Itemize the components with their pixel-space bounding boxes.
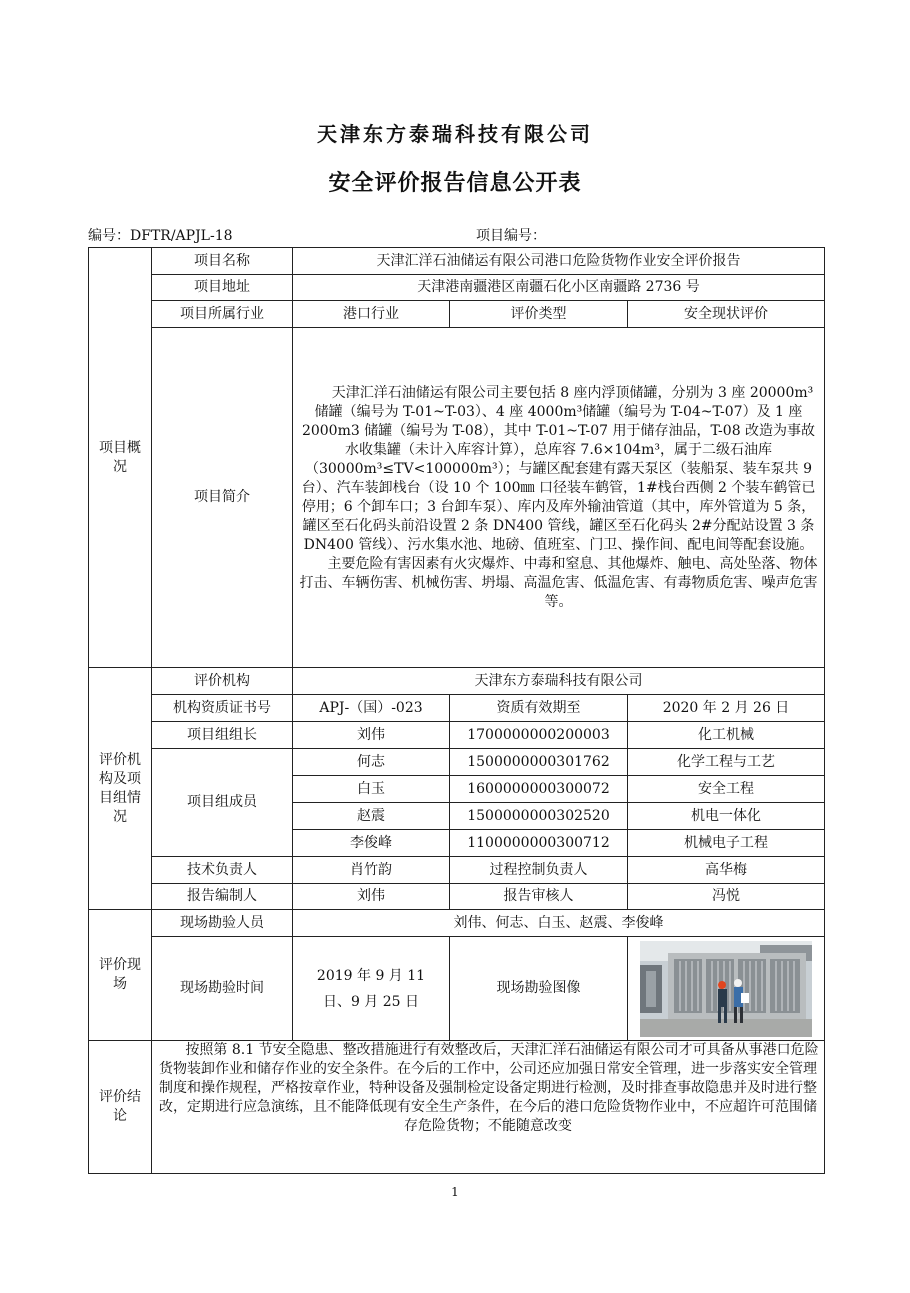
report-author-value: 刘伟 xyxy=(293,884,450,910)
member-id: 1500000000302520 xyxy=(450,803,628,830)
agency-label: 评价机构 xyxy=(152,668,293,695)
team-leader-id: 1700000000200003 xyxy=(450,722,628,749)
project-intro-label: 项目简介 xyxy=(152,328,293,668)
member-major: 机电一体化 xyxy=(628,803,825,830)
member-name: 赵震 xyxy=(293,803,450,830)
industry-value: 港口行业 xyxy=(293,301,450,328)
evaluation-type-value: 安全现状评价 xyxy=(628,301,825,328)
report-reviewer-label: 报告审核人 xyxy=(450,884,628,910)
team-leader-name: 刘伟 xyxy=(293,722,450,749)
tech-lead-value: 肖竹韵 xyxy=(293,857,450,884)
org-group-label: 评价机构及项目组情况 xyxy=(89,668,152,910)
report-reviewer-value: 冯悦 xyxy=(628,884,825,910)
conclusion-paragraph: 按照第 8.1 节安全隐患、整改措施进行有效整改后，天津汇洋石油储运有限公司才可具备从事港口危险货物装卸作业和储存作业的安全条件。在今后的工作中，公司还应加强日常安全管理，进一步落实安全管理制度和操作规程，严格按章作业，特种设备及强制检定设备定期进行检测，及时排查事故隐患并及时进行整改，定期进行应急演练，且不能降低现有安全生产条件，在今后的港口危险货物作业中，不应超许可范围储存危险货物；不能随意改变 xyxy=(159,1042,819,1134)
member-id: 1500000000301762 xyxy=(450,749,628,776)
tech-lead-label: 技术负责人 xyxy=(152,857,293,884)
process-control-label: 过程控制负责人 xyxy=(450,857,628,884)
project-address-label: 项目地址 xyxy=(152,275,293,301)
member-id: 1100000000300712 xyxy=(450,830,628,857)
process-control-value: 高华梅 xyxy=(628,857,825,884)
certificate-label: 机构资质证书号 xyxy=(152,695,293,722)
project-intro-text xyxy=(293,328,825,668)
site-inspection-photo xyxy=(640,941,812,1037)
site-time-label: 现场勘验时间 xyxy=(152,937,293,1041)
member-name: 何志 xyxy=(293,749,450,776)
member-major: 安全工程 xyxy=(628,776,825,803)
member-name: 白玉 xyxy=(293,776,450,803)
project-name-label: 项目名称 xyxy=(152,248,293,275)
team-leader-label: 项目组组长 xyxy=(152,722,293,749)
team-members-label: 项目组成员 xyxy=(152,749,293,857)
conclusion-group-label: 评价结论 xyxy=(89,1041,152,1174)
member-name: 李俊峰 xyxy=(293,830,450,857)
site-photo-cell xyxy=(628,937,825,1041)
site-group-label: 评价现场 xyxy=(89,910,152,1041)
team-leader-major: 化工机械 xyxy=(628,722,825,749)
evaluation-type-label: 评价类型 xyxy=(450,301,628,328)
disclosure-table xyxy=(88,247,825,1174)
site-staff-value: 刘伟、何志、白玉、赵震、李俊峰 xyxy=(293,910,825,937)
page-number: 1 xyxy=(451,1185,459,1199)
validity-value: 2020 年 2 月 26 日 xyxy=(628,695,825,722)
project-address-value: 天津港南疆港区南疆石化小区南疆路 2736 号 xyxy=(293,275,825,301)
member-id: 1600000000300072 xyxy=(450,776,628,803)
site-image-label: 现场勘验图像 xyxy=(450,937,628,1041)
member-major: 化学工程与工艺 xyxy=(628,749,825,776)
company-name: 天津东方泰瑞科技有限公司 xyxy=(317,122,593,146)
conclusion-text xyxy=(152,1041,825,1174)
site-staff-label: 现场勘验人员 xyxy=(152,910,293,937)
validity-label: 资质有效期至 xyxy=(450,695,628,722)
agency-value: 天津东方泰瑞科技有限公司 xyxy=(293,668,825,695)
overview-group-label: 项目概况 xyxy=(89,248,152,668)
page-title: 安全评价报告信息公开表 xyxy=(328,170,582,196)
industry-label: 项目所属行业 xyxy=(152,301,293,328)
project-intro-paragraph-1: 天津汇洋石油储运有限公司主要包括 8 座内浮顶储罐，分别为 3 座 20000m³储罐（编号为 T-01~T-03）、4 座 4000m³储罐（编号为 T-04~T-07）及 1 座 2000m3 储罐（编号为 T-08），其中 T-01~T-07 用于储存油品，T-08 改造为事故水收集罐（未计入库容计算），总库容 7.6×104m³，属于二级石油库（30000m³≤TV<100000m³）；与罐区配套建有露天泵区（装船泵、装车泵共 9 台）、汽车装卸栈台（设 10 个 100㎜ 口径装车鹤管，1#栈台西侧 2 个装车鹤管已停用；6 个卸车口；3 台卸车泵）、库内及库外输油管道（其中，库外管道为 5 条，罐区至石化码头前沿设置 2 条 DN400 管线，罐区至石化码头 2#分配站设置 3 条 DN400 管线）、污水集水池、地磅、值班室、门卫、操作间、配电间等配套设施。 xyxy=(301,384,816,553)
site-time-value: 2019 年 9 月 11 日、9 月 25 日 xyxy=(293,937,450,1041)
document-number: 编号：DFTR/APJL-18 xyxy=(88,228,233,244)
report-author-label: 报告编制人 xyxy=(152,884,293,910)
project-number: 项目编号： xyxy=(476,228,546,244)
certificate-value: APJ-（国）-023 xyxy=(293,695,450,722)
member-major: 机械电子工程 xyxy=(628,830,825,857)
project-name-value: 天津汇洋石油储运有限公司港口危险货物作业安全评价报告 xyxy=(293,248,825,275)
project-intro-paragraph-2: 主要危险有害因素有火灾爆炸、中毒和窒息、其他爆炸、触电、高处坠落、物体打击、车辆伤害、机械伤害、坍塌、高温危害、低温危害、有毒物质危害、噪声危害等。 xyxy=(299,555,818,610)
